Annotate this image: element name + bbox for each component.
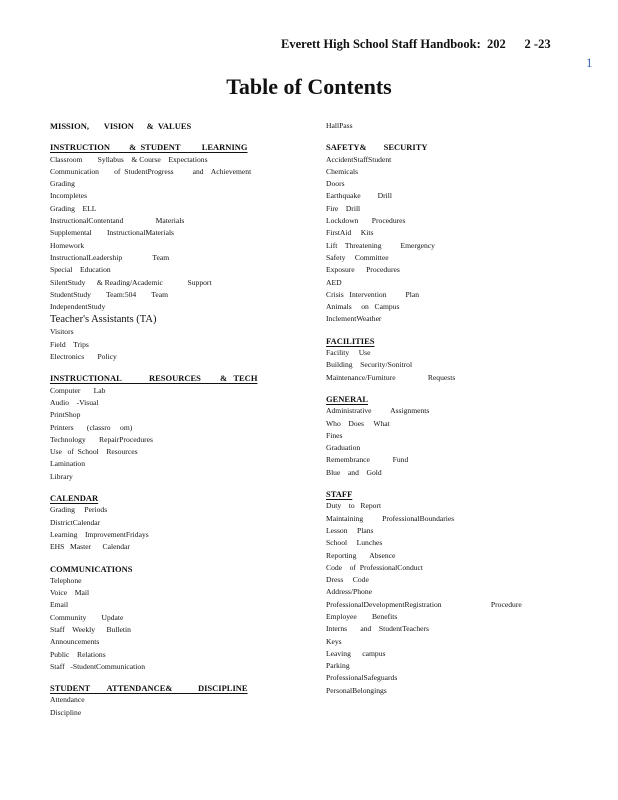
toc-entry[interactable]: HallPass <box>326 121 353 130</box>
toc-entry[interactable]: AccidentStaffStudent <box>326 154 392 164</box>
toc-entry[interactable]: Safety Committee <box>326 252 389 262</box>
section-heading: MISSION, VISION & VALUES <box>50 121 192 131</box>
toc-entry[interactable]: Who Does What <box>326 418 390 428</box>
toc-entry[interactable]: Homework <box>50 240 85 250</box>
handbook-header: Everett High School Staff Handbook: 202 2 -23 <box>281 37 551 51</box>
toc-entry[interactable]: Animals on Campus <box>326 302 400 312</box>
toc-entry[interactable]: Lockdown Procedures <box>326 216 406 226</box>
toc-entry[interactable]: Duty to Report <box>326 501 382 511</box>
toc-entry[interactable]: Technology RepairProcedures <box>50 434 154 444</box>
section-heading: INSTRUCTIONAL RESOURCES & TECH <box>50 373 258 384</box>
toc-entry[interactable]: Supplemental InstructionalMaterials <box>50 228 175 238</box>
toc-entry[interactable]: PersonalBelongings <box>326 685 387 695</box>
section-heading: SAFETY& SECURITY <box>326 142 428 153</box>
toc-entry[interactable]: EHS Master Calendar <box>50 542 130 552</box>
toc-entry[interactable]: Maintenance/Furniture Requests <box>326 372 456 382</box>
toc-entry[interactable]: Reporting Absence <box>326 550 396 560</box>
toc-entry[interactable]: Leaving campus <box>326 648 386 658</box>
toc-entry[interactable]: Incompletes <box>50 191 88 201</box>
toc-entry[interactable]: PrintShop <box>50 410 81 420</box>
toc-entry[interactable]: Blue and Gold <box>326 467 382 477</box>
toc-entry[interactable]: Computer Lab <box>50 385 106 395</box>
section-heading: GENERAL <box>326 393 369 404</box>
toc-entry[interactable]: Interns and StudentTeachers <box>326 624 430 634</box>
toc-entry[interactable]: Doors <box>326 179 345 189</box>
toc-entry[interactable]: Attendance <box>50 695 85 705</box>
toc-entry[interactable]: Voice Mail <box>50 588 90 598</box>
section-heading: FACILITIES <box>326 335 375 346</box>
toc-entry[interactable]: Keys <box>326 636 342 646</box>
toc-entry[interactable]: Code of ProfessionalConduct <box>326 562 424 572</box>
toc-entry[interactable]: Public Relations <box>50 649 106 659</box>
section-heading: INSTRUCTION & STUDENT LEARNING <box>50 142 248 153</box>
toc-entry[interactable]: Visitors <box>50 327 74 337</box>
toc-entry[interactable]: Email <box>50 600 69 610</box>
page-title: Table of Contents <box>226 74 392 99</box>
toc-entry[interactable]: IndependentStudy <box>50 302 106 312</box>
toc-entry[interactable]: Earthquake Drill <box>326 191 393 201</box>
toc-entry[interactable]: Staff -StudentCommunication <box>50 661 145 671</box>
toc-entry[interactable]: StudentStudy Team:504 Team <box>50 289 169 299</box>
toc-entry[interactable]: Special Education <box>50 265 111 275</box>
toc-entry[interactable]: Staff Weekly Bulletin <box>50 624 131 634</box>
toc-entry[interactable]: Printers (classro om) <box>50 422 133 432</box>
toc-entry[interactable]: FirstAid Kits <box>326 228 374 238</box>
toc-entry[interactable]: Community Update <box>50 612 124 622</box>
section-heading: STUDENT ATTENDANCE& DISCIPLINE <box>50 683 248 694</box>
section-heading: COMMUNICATIONS <box>50 563 133 574</box>
toc-entry[interactable]: Dress Code <box>326 575 369 585</box>
toc-entry[interactable]: Grading <box>50 179 75 189</box>
toc-right-column <box>326 120 596 697</box>
toc-entry[interactable]: Discipline <box>50 707 82 717</box>
toc-entry[interactable]: Graduation <box>326 443 361 453</box>
section-heading: CALENDAR <box>50 493 99 504</box>
toc-entry[interactable]: Library <box>50 471 73 481</box>
toc-entry[interactable]: InstructionalLeadership Team <box>50 252 170 262</box>
toc-entry[interactable]: Exposure Procedures <box>326 265 400 275</box>
toc-entry[interactable]: DistrictCalendar <box>50 517 101 527</box>
section-heading: STAFF <box>326 489 353 500</box>
toc-entry[interactable]: SilentStudy & Reading/Academic Support <box>50 277 212 287</box>
toc-entry[interactable]: Lamination <box>50 459 86 469</box>
toc-entry[interactable]: Teacher's Assistants (TA) <box>50 314 157 326</box>
toc-entry[interactable]: Classroom Syllabus & Course Expectations <box>50 154 208 164</box>
toc-entry[interactable]: Telephone <box>50 575 82 585</box>
toc-entry[interactable]: Building Security/Sonitrol <box>326 360 413 370</box>
toc-entry[interactable]: Parking <box>326 661 350 671</box>
toc-entry[interactable]: Audio -Visual <box>50 397 99 407</box>
page-number: 1 <box>586 55 593 70</box>
toc-entry[interactable]: Crisis Intervention Plan <box>326 289 420 299</box>
toc-entry[interactable]: Maintaining ProfessionalBoundaries <box>326 513 455 523</box>
toc-entry[interactable]: Announcements <box>50 637 100 647</box>
toc-entry[interactable]: Lift Threatening Emergency <box>326 240 435 250</box>
toc-entry[interactable]: Fire Drill <box>326 203 361 213</box>
toc-entry[interactable]: Communication of StudentProgress and Achievement <box>50 166 252 176</box>
toc-entry[interactable]: Electronics Policy <box>50 352 117 362</box>
toc-entry[interactable]: Address/Phone <box>326 587 372 597</box>
toc-left-column <box>50 120 320 719</box>
toc-entry[interactable]: Employee Benefits <box>326 611 398 621</box>
toc-entry[interactable]: ProfessionalSafeguards <box>326 673 398 683</box>
toc-entry[interactable]: Fines <box>326 430 343 440</box>
toc-entry[interactable]: AED <box>326 277 342 287</box>
toc-entry[interactable]: Lesson Plans <box>326 525 374 535</box>
toc-entry[interactable]: Remembrance Fund <box>326 455 409 465</box>
toc-entry[interactable]: Chemicals <box>326 166 359 176</box>
toc-entry[interactable]: Grading Periods <box>50 505 108 515</box>
toc-entry[interactable]: InclementWeather <box>326 314 382 324</box>
toc-entry[interactable]: Learning ImprovementFridays <box>50 529 149 539</box>
toc-entry[interactable]: Use of School Resources <box>50 447 138 457</box>
toc-entry[interactable]: InstructionalContentand Materials <box>50 216 185 226</box>
toc-entry[interactable]: Grading ELL <box>50 203 97 213</box>
toc-entry[interactable]: Facility Use <box>326 348 371 358</box>
toc-entry[interactable]: Administrative Assignments <box>326 406 430 416</box>
toc-entry[interactable]: School Lunches <box>326 538 383 548</box>
toc-entry[interactable]: ProfessionalDevelopmentRegistration Procedure <box>326 599 522 609</box>
toc-entry[interactable]: Field Trips <box>50 339 89 349</box>
